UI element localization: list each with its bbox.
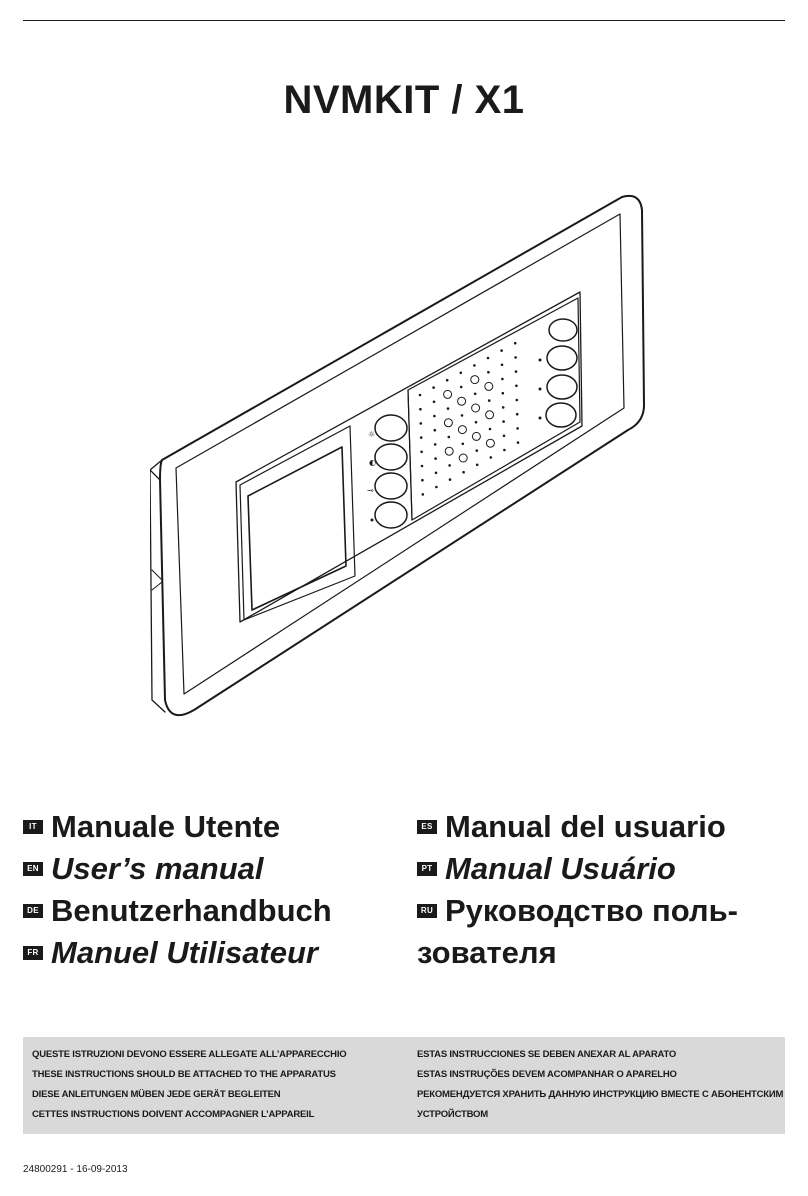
manual-title-text: Manuale Utente: [51, 809, 281, 844]
keypad-key: [471, 376, 479, 384]
lang-badge-en: EN: [23, 862, 43, 876]
document-title: NVMKIT / X1: [283, 78, 525, 122]
notice-line: DIESE ANLEITUNGEN MÜBEN JEDE GERÄT BEGLEITEN: [32, 1089, 281, 1100]
keypad-dot: [516, 399, 519, 402]
keypad-key: [485, 382, 493, 390]
keypad-dot: [474, 393, 477, 396]
keypad-key: [486, 411, 494, 419]
keypad-key: [472, 432, 480, 440]
keypad-dot: [432, 386, 435, 389]
keypad-dot: [434, 443, 437, 446]
keypad-dot: [421, 479, 424, 482]
manual-title-it: [23, 806, 332, 848]
keypad-key: [458, 426, 466, 434]
keypad-dot: [435, 486, 438, 489]
manual-title-text: Руководство поль-: [445, 893, 738, 928]
keypad-dot: [515, 370, 518, 373]
keypad-dot: [419, 394, 422, 397]
manual-title-pt: [417, 848, 738, 890]
lang-badge-de: DE: [23, 904, 43, 918]
keypad-dot: [476, 464, 479, 467]
keypad-dot: [501, 364, 504, 367]
keypad-key: [472, 404, 480, 412]
keypad-dot: [446, 379, 449, 382]
keypad-dot: [515, 385, 518, 388]
notice-line: ESTAS INSTRUÇÕES DEVEM ACOMPANHAR O APARELHO: [417, 1069, 677, 1080]
manual-title-de: [23, 890, 332, 932]
keypad-dot: [517, 441, 520, 444]
keypad-dot: [421, 465, 424, 468]
keypad-dot: [514, 356, 517, 359]
keypad-dot: [488, 399, 491, 402]
keypad-dot: [449, 478, 452, 481]
keypad-dot: [462, 443, 465, 446]
keypad-dot: [460, 386, 463, 389]
lang-badge-ru: RU: [417, 904, 437, 918]
manual-title-ru: [417, 890, 738, 932]
keypad-dot: [419, 408, 422, 411]
keypad-dot: [502, 406, 505, 409]
keypad-dot: [490, 456, 493, 459]
manual-title-text: зователя: [417, 935, 557, 970]
manual-title-ru-continued: [417, 932, 738, 974]
notice-line: УСТРОЙСТВОМ: [417, 1109, 488, 1120]
svg-text:◐: ◐: [369, 458, 376, 467]
notice-line: QUESTE ISTRUZIONI DEVONO ESSERE ALLEGATE ALL’APPARECCHIO: [32, 1049, 347, 1060]
manual-titles-right: [417, 806, 738, 974]
keypad-dot: [420, 451, 423, 454]
keypad-dot: [461, 414, 464, 417]
keypad-dot: [500, 349, 503, 352]
keypad-dot: [516, 413, 519, 416]
notice-line: THESE INSTRUCTIONS SHOULD BE ATTACHED TO THE APPARATUS: [32, 1069, 336, 1080]
keypad-dot: [487, 371, 490, 374]
keypad-dot: [462, 471, 465, 474]
manual-title-text: Manuel Utilisateur: [51, 935, 318, 970]
keypad-dot: [476, 449, 479, 452]
manual-title-fr: [23, 932, 332, 974]
keypad-dot: [433, 415, 436, 418]
lang-badge-es: ES: [417, 820, 437, 834]
lang-badge-pt: PT: [417, 862, 437, 876]
manual-titles-left: [23, 806, 332, 974]
keypad-dot: [489, 428, 492, 431]
keypad-dot: [473, 364, 476, 367]
manual-title-text: Manual del usuario: [445, 809, 726, 844]
keypad-dot: [422, 493, 425, 496]
device-illustration: [150, 190, 650, 770]
keypad-dot: [516, 427, 519, 430]
lang-badge-it: IT: [23, 820, 43, 834]
keypad-dot: [434, 457, 437, 460]
keypad-dot: [435, 472, 438, 475]
manual-title-en: [23, 848, 332, 890]
notice-line: ESTAS INSTRUCCIONES SE DEBEN ANEXAR AL APARATO: [417, 1049, 677, 1060]
manual-title-text: Benutzerhandbuch: [51, 893, 332, 928]
keypad-key: [444, 419, 452, 427]
manual-title-text: User’s manual: [51, 851, 264, 886]
keypad-dot: [502, 392, 505, 395]
keypad-dot: [501, 378, 504, 381]
keypad-dot: [420, 422, 423, 425]
keypad-dot: [514, 342, 517, 345]
svg-text:☼: ☼: [368, 430, 376, 439]
keypad-dot: [475, 421, 478, 424]
keypad-dot: [420, 436, 423, 439]
keypad-dot: [448, 436, 451, 439]
notice-column-right: [417, 1047, 783, 1127]
notice-column-left: [32, 1047, 346, 1127]
manual-title-es: [417, 806, 738, 848]
keypad-dot: [502, 420, 505, 423]
keypad-dot: [433, 401, 436, 404]
document-code: 24800291 - 16-09-2013: [23, 1164, 128, 1175]
keypad-key: [459, 454, 467, 462]
keypad-key: [458, 397, 466, 405]
notice-line: CETTES INSTRUCTIONS DOIVENT ACCOMPAGNER L’APPAREIL: [32, 1109, 315, 1120]
keypad-key: [444, 390, 452, 398]
keypad-dot: [434, 429, 437, 432]
keypad-key: [486, 439, 494, 447]
keypad-dot: [448, 464, 451, 467]
svg-text:⊸: ⊸: [367, 486, 374, 495]
keypad-dot: [460, 372, 463, 375]
manual-title-text: Manual Usuário: [445, 851, 676, 886]
notice-line: РЕКОМЕНДУЕТСЯ ХРАНИТЬ ДАННУЮ ИНСТРУКЦИЮ ВМЕСТЕ С АБОНЕНТСКИМ: [417, 1089, 784, 1100]
keypad-dot: [503, 435, 506, 438]
keypad-key: [445, 447, 453, 455]
keypad-dot: [447, 407, 450, 410]
top-rule: [23, 20, 785, 21]
keypad-dot: [487, 357, 490, 360]
lang-badge-fr: FR: [23, 946, 43, 960]
notice-box: [23, 1037, 785, 1134]
keypad-dot: [503, 449, 506, 452]
